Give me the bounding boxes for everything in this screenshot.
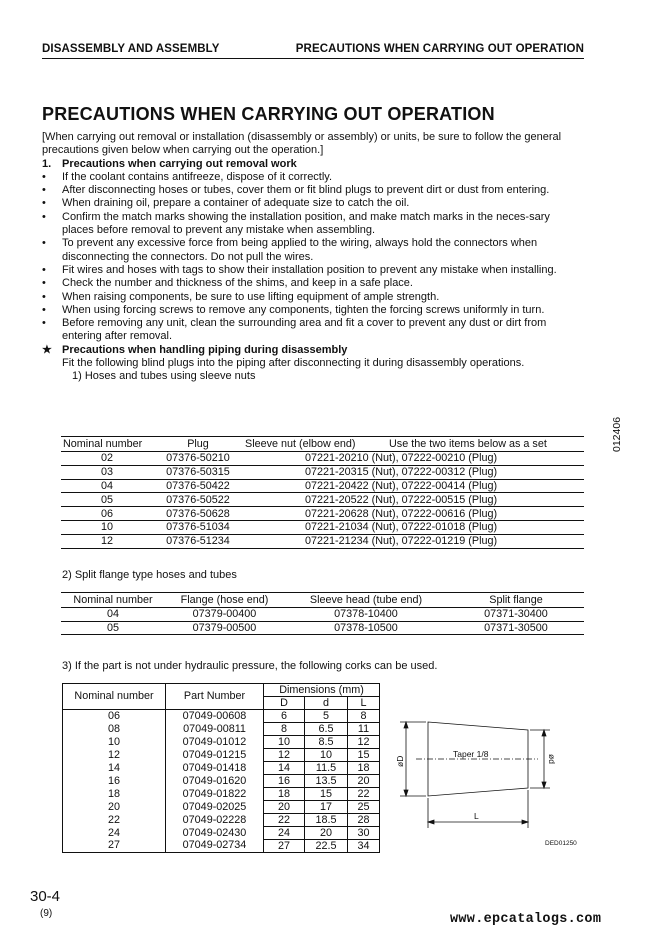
bullet-item — [42, 184, 584, 197]
bullet-text: When draining oil, prepare a container of adequate size to catch the oil. — [62, 197, 410, 210]
table-cell: 06 — [61, 507, 153, 521]
t1-header-plug: Plug — [153, 437, 243, 452]
D-label: øD — [395, 755, 405, 767]
table-cell: 17 — [305, 801, 348, 814]
taper-label: Taper 1/8 — [453, 749, 489, 759]
section1-list — [42, 171, 584, 344]
bullet-text: Check the number and thickness of the shims, and keep in a safe place. — [62, 277, 413, 290]
table-cell: 07049-02228 — [166, 814, 264, 827]
D-arrow-top — [404, 722, 408, 728]
table-cell: 22 — [348, 788, 380, 801]
header-left: DISASSEMBLY AND ASSEMBLY — [42, 43, 220, 55]
bullet-marker: • — [42, 317, 46, 330]
section1-title: Precautions when carrying out removal work — [62, 157, 297, 170]
table-row — [61, 534, 584, 548]
table-cell: 8.5 — [305, 736, 348, 749]
table-cell: 12 — [264, 749, 305, 762]
t3-header-d: d — [305, 697, 348, 710]
table-cell: 07379-00500 — [165, 621, 284, 635]
table-cell: 8 — [348, 710, 380, 723]
section1-heading — [42, 158, 584, 171]
table-cell: 11 — [348, 723, 380, 736]
table-cell: 07221-20210 (Nut), 07222-00210 (Plug) — [243, 452, 584, 466]
figure-code: DED01250 — [545, 840, 577, 847]
bullet-text: When raising components, be sure to use lifting equipment of ample strength. — [62, 290, 440, 303]
table-row — [63, 827, 380, 840]
table-cell: 07049-01418 — [166, 762, 264, 775]
table-cell: 16 — [264, 775, 305, 788]
table-cell: 07049-02430 — [166, 827, 264, 840]
table-cell: 14 — [264, 762, 305, 775]
table-cell: 07049-00811 — [166, 723, 264, 736]
table-cell: 22.5 — [305, 840, 348, 853]
table-cell: 34 — [348, 840, 380, 853]
t2-header-nominal: Nominal number — [61, 593, 165, 608]
table-cell: 07049-02734 — [166, 840, 264, 853]
bullet-marker: • — [42, 197, 46, 210]
table-cell: 8 — [264, 723, 305, 736]
t1-header-nominal: Nominal number — [61, 437, 153, 452]
table-cell: 24 — [63, 827, 166, 840]
table-row — [61, 452, 584, 466]
star-icon: ★ — [42, 343, 52, 356]
L-arrow-right — [522, 820, 528, 824]
table-row — [63, 775, 380, 788]
table-cell: 18.5 — [305, 814, 348, 827]
table-cell: 15 — [305, 788, 348, 801]
table-cell: 11.5 — [305, 762, 348, 775]
table-cell: 27 — [264, 840, 305, 853]
table-cell: 07049-01822 — [166, 788, 264, 801]
table-cell: 07376-50315 — [153, 465, 243, 479]
table-cell: 20 — [63, 801, 166, 814]
table-cell: 27 — [63, 840, 166, 853]
bullet-marker: • — [42, 184, 46, 197]
t1-header-sleeve: Sleeve nut (elbow end) — [243, 437, 387, 452]
table-split-flange — [61, 592, 584, 635]
table-cell: 10 — [264, 736, 305, 749]
table-cell: 07376-51034 — [153, 520, 243, 534]
table-row — [61, 465, 584, 479]
table-row — [63, 801, 380, 814]
page-subnumber: (9) — [40, 908, 53, 919]
table-cell: 22 — [264, 814, 305, 827]
table-cell: 05 — [61, 493, 153, 507]
table-cell: 07376-51234 — [153, 534, 243, 548]
table-cell: 07049-01012 — [166, 736, 264, 749]
t3-header-D: D — [264, 697, 305, 710]
intro-text: [When carrying out removal or installation (disassembly or assembly) or units, be sure to follow the general precautions given below when carrying out the operation.] — [42, 131, 562, 157]
sub3-title: 3) If the part is not under hydraulic pressure, the following corks can be used. — [62, 660, 438, 672]
table-cell: 18 — [348, 762, 380, 775]
table-cell: 28 — [348, 814, 380, 827]
table-cell: 07376-50522 — [153, 493, 243, 507]
table-cell: 07221-20315 (Nut), 07222-00312 (Plug) — [243, 465, 584, 479]
star-title: Precautions when handling piping during disassembly — [62, 343, 348, 356]
sub1-title: 1) Hoses and tubes using sleeve nuts — [72, 370, 256, 383]
table-row — [61, 507, 584, 521]
table-cell: 07049-01620 — [166, 775, 264, 788]
body-text — [42, 131, 584, 384]
D-arrow-bottom — [404, 790, 408, 796]
table-cell: 07049-00608 — [166, 710, 264, 723]
t3-header-nominal: Nominal number — [63, 684, 166, 710]
bullet-text: If the coolant contains antifreeze, dispose of it correctly. — [62, 170, 333, 183]
table-cell: 20 — [264, 801, 305, 814]
table-cell: 03 — [61, 465, 153, 479]
table-row — [63, 749, 380, 762]
bullet-text: Confirm the match marks showing the installation position, and make match marks in the neces-sary places before removal to prevent any mistake when assembling. — [62, 210, 550, 237]
page-title: PRECAUTIONS WHEN CARRYING OUT OPERATION — [42, 104, 495, 124]
table-row — [63, 762, 380, 775]
table-cell: 07378-10500 — [284, 621, 448, 635]
header-rule — [42, 58, 584, 59]
table-cell: 6.5 — [305, 723, 348, 736]
table-cell: 25 — [348, 801, 380, 814]
table-cell: 6 — [264, 710, 305, 723]
table-cell: 07221-21034 (Nut), 07222-01018 (Plug) — [243, 520, 584, 534]
table-cell: 05 — [61, 621, 165, 635]
star-heading — [42, 344, 584, 357]
bullet-marker: • — [42, 170, 46, 183]
table-cell: 07049-01215 — [166, 749, 264, 762]
section1-number: 1. — [42, 157, 52, 170]
table-cell: 07371-30400 — [448, 608, 584, 622]
bullet-item — [42, 317, 584, 344]
table-cell: 07376-50628 — [153, 507, 243, 521]
table-cell: 10 — [63, 736, 166, 749]
bullet-item — [42, 304, 584, 317]
table-cell: 20 — [348, 775, 380, 788]
t1-header-set: Use the two items below as a set — [387, 437, 584, 452]
table-cell: 5 — [305, 710, 348, 723]
bullet-marker: • — [42, 290, 46, 303]
table-cell: 07371-30500 — [448, 621, 584, 635]
table-corks — [62, 683, 380, 853]
d-label: ød — [547, 754, 557, 764]
table-cell: 12 — [61, 534, 153, 548]
bullet-item — [42, 277, 584, 290]
bullet-marker: • — [42, 263, 46, 276]
page-number: 30-4 — [30, 888, 61, 905]
bullet-item — [42, 237, 584, 264]
table-cell: 30 — [348, 827, 380, 840]
bullet-item — [42, 264, 584, 277]
bullet-item — [42, 171, 584, 184]
table-cell: 07379-00400 — [165, 608, 284, 622]
bullet-text: When using forcing screws to remove any components, tighten the forcing screws uniformly in turn. — [62, 303, 545, 316]
table-row — [63, 736, 380, 749]
table-cell: 02 — [61, 452, 153, 466]
bullet-marker: • — [42, 237, 46, 250]
bullet-marker: • — [42, 277, 46, 290]
table-cell: 06 — [63, 710, 166, 723]
bullet-item — [42, 211, 584, 238]
table-cell: 15 — [348, 749, 380, 762]
table-cell: 07376-50210 — [153, 452, 243, 466]
sub2-title: 2) Split flange type hoses and tubes — [62, 569, 237, 581]
star-text: Fit the following blind plugs into the piping after disconnecting it during disassembly operations. — [62, 357, 525, 370]
table-row — [63, 788, 380, 801]
table-row — [61, 608, 584, 622]
table-cell: 07221-21234 (Nut), 07222-01219 (Plug) — [243, 534, 584, 548]
table-cell: 07221-20522 (Nut), 07222-00515 (Plug) — [243, 493, 584, 507]
table-cell: 04 — [61, 608, 165, 622]
table-cell: 12 — [348, 736, 380, 749]
side-code — [611, 417, 623, 452]
table-cell: 18 — [63, 788, 166, 801]
bullet-text: Fit wires and hoses with tags to show their installation position to prevent any mistake when installing. — [62, 263, 557, 276]
table-cell: 13.5 — [305, 775, 348, 788]
t3-header-dims: Dimensions (mm) — [264, 684, 380, 697]
table-cell: 07376-50422 — [153, 479, 243, 493]
table-row — [61, 520, 584, 534]
table-cell: 10 — [305, 749, 348, 762]
header-right: PRECAUTIONS WHEN CARRYING OUT OPERATION — [295, 43, 584, 55]
t2-header-sleeve: Sleeve head (tube end) — [284, 593, 448, 608]
t2-header-flange: Flange (hose end) — [165, 593, 284, 608]
L-arrow-left — [428, 820, 434, 824]
table-cell: 07378-10400 — [284, 608, 448, 622]
table-cell: 10 — [61, 520, 153, 534]
table-row — [61, 493, 584, 507]
bullet-marker: • — [42, 303, 46, 316]
table-row — [63, 840, 380, 853]
bullet-text: After disconnecting hoses or tubes, cover them or fit blind plugs to prevent dirt or dust from entering. — [62, 184, 550, 197]
table-cell: 07221-20422 (Nut), 07222-00414 (Plug) — [243, 479, 584, 493]
table-row — [63, 814, 380, 827]
table-cell: 20 — [305, 827, 348, 840]
table-cell: 14 — [63, 762, 166, 775]
table-row — [63, 723, 380, 736]
table-cell: 08 — [63, 723, 166, 736]
t3-header-part: Part Number — [166, 684, 264, 710]
table-cell: 16 — [63, 775, 166, 788]
table-cell: 04 — [61, 479, 153, 493]
table-sleeve-nuts — [61, 436, 584, 549]
bullet-text: Before removing any unit, clean the surrounding area and fit a cover to prevent any dust or dirt from entering after removal. — [62, 317, 547, 343]
side-code-text: 012406 — [611, 416, 623, 452]
cork-diagram — [395, 712, 558, 837]
table-cell: 18 — [264, 788, 305, 801]
watermark-url[interactable]: www.epcatalogs.com — [450, 912, 602, 927]
bullet-text: To prevent any excessive force from being applied to the wiring, always hold the connectors when disconnecting the connectors. Do not pull the wires. — [62, 237, 538, 263]
d-arrow-bottom — [542, 782, 546, 788]
table-row — [61, 621, 584, 635]
table-row — [61, 479, 584, 493]
bullet-marker: • — [42, 210, 46, 223]
table-cell: 07049-02025 — [166, 801, 264, 814]
bullet-item — [42, 197, 584, 210]
table-cell: 07221-20628 (Nut), 07222-00616 (Plug) — [243, 507, 584, 521]
L-label: L — [474, 811, 479, 821]
table-cell: 22 — [63, 814, 166, 827]
t2-header-split: Split flange — [448, 593, 584, 608]
t3-header-L: L — [348, 697, 380, 710]
table-row — [63, 710, 380, 723]
d-arrow-top — [542, 730, 546, 736]
bullet-item — [42, 291, 584, 304]
table-cell: 12 — [63, 749, 166, 762]
table-cell: 24 — [264, 827, 305, 840]
